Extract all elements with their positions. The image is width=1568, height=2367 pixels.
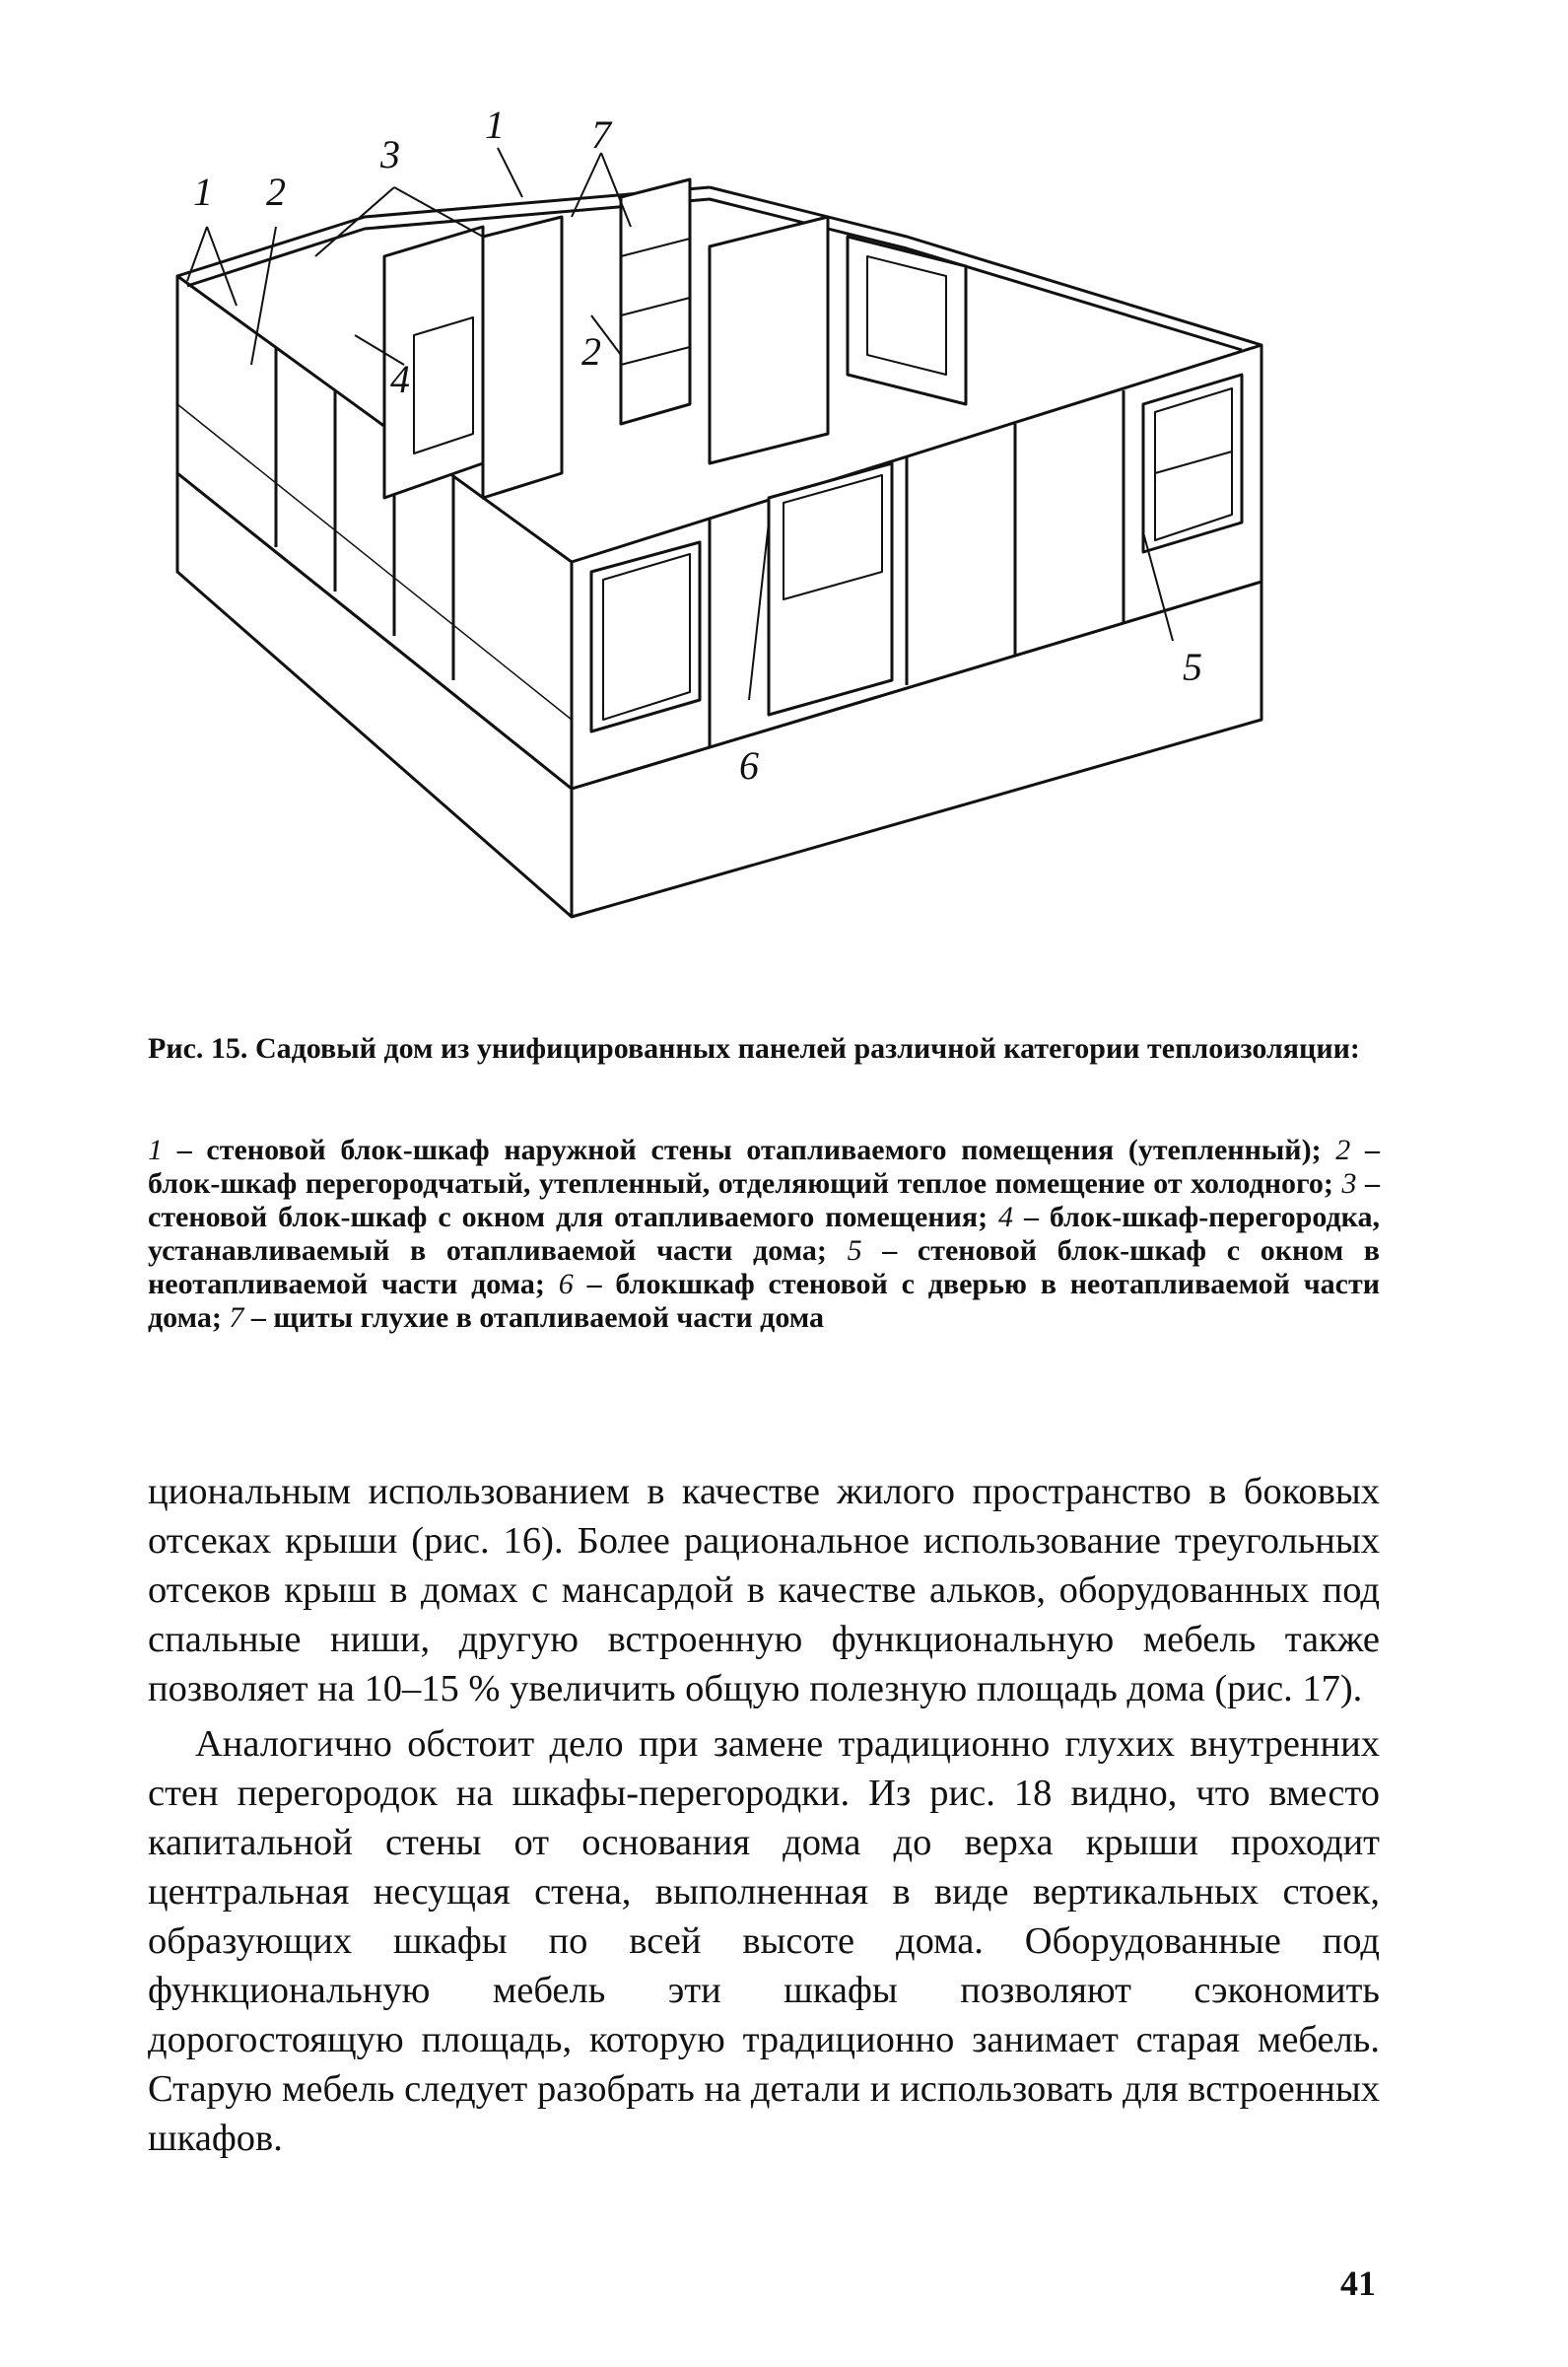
house-drawing: [158, 108, 1281, 1025]
label-1-left: 1: [193, 170, 213, 214]
body-paragraph-1: циональным использованием в качестве жилого пространство в боковых отсеках крыши (рис. 16). Более рациональное использование треугольных отсеков крыш в домах с мансардой в качестве альков, оборудованных под спальные ниши, другую встроенную функциональную мебель также позволяет на 10–15 % увеличить общую полезную площадь дома (рис. 17).: [148, 1471, 1380, 1709]
label-2-left: 2: [266, 170, 286, 214]
body-text: [148, 1467, 1380, 2163]
legend-text: – блокшкаф стеновой с дверью в неотапливаемой части дома;: [148, 1268, 1381, 1334]
label-6: 6: [739, 743, 759, 788]
label-1-top: 1: [485, 108, 505, 147]
legend-num: 6: [558, 1268, 574, 1300]
figure-caption: [148, 1030, 1380, 1068]
figure-house-illustration: [158, 108, 1281, 1025]
figure-legend: [148, 1134, 1380, 1335]
legend-num: 1: [148, 1134, 163, 1166]
partition-center: [621, 179, 690, 424]
legend-text: – стеновой блок-шкаф с окном в неотапливаемой части дома;: [148, 1234, 1380, 1300]
window-front-left: [591, 542, 700, 731]
label-3: 3: [380, 132, 400, 176]
caption-prefix: Рис. 15.: [148, 1032, 248, 1065]
legend-num: 3: [1341, 1167, 1357, 1200]
label-4: 4: [390, 357, 410, 401]
partition-right-2: [710, 217, 828, 463]
legend-num: 2: [1335, 1134, 1351, 1166]
legend-text: – стеновой блок-шкаф с окном для отапливаемого помещения;: [148, 1167, 1381, 1233]
label-7: 7: [591, 112, 611, 157]
legend-text: – стеновой блок-шкаф наружной стены отапливаемого помещения (утепленный);: [176, 1134, 1322, 1166]
legend-text: – щиты глухие в отапливаемой части дома: [250, 1301, 824, 1334]
legend-num: 7: [229, 1301, 244, 1334]
legend-text: – блок-шкаф перегородчатый, утепленный, отделяющий теплое помещение от холодного;: [148, 1134, 1380, 1200]
page-number: 41: [1340, 2263, 1376, 2303]
legend-num: 5: [847, 1234, 862, 1267]
label-2-right: 2: [581, 329, 601, 374]
legend-text: – блок-шкаф-перегородка, устанавливаемый в отапливаемой части дома;: [148, 1201, 1380, 1267]
body-paragraph-2: Аналогично обстоит дело при замене традиционно глухих внутренних стен перегородок на шкафы-перегородки. Из рис. 18 видно, что вместо капитальной стены от основания дома до верха крыши проходит центральная несущая стена, выполненная в виде вертикальных стоек, образующих шкафы по всей высоте дома. Оборудованные под функциональную мебель эти шкафы позволяют сэкономить дорогостоящую площадь, которую традиционно занимает старая мебель. Старую мебель следует разобрать на детали и использовать для встроенных шкафов.: [148, 1723, 1380, 2159]
caption-title: Садовый дом из унифицированных панелей различной категории теплоизоляции:: [254, 1032, 1360, 1065]
label-5: 5: [1183, 645, 1202, 689]
legend-num: 4: [998, 1201, 1014, 1233]
partition-4: [483, 217, 562, 498]
